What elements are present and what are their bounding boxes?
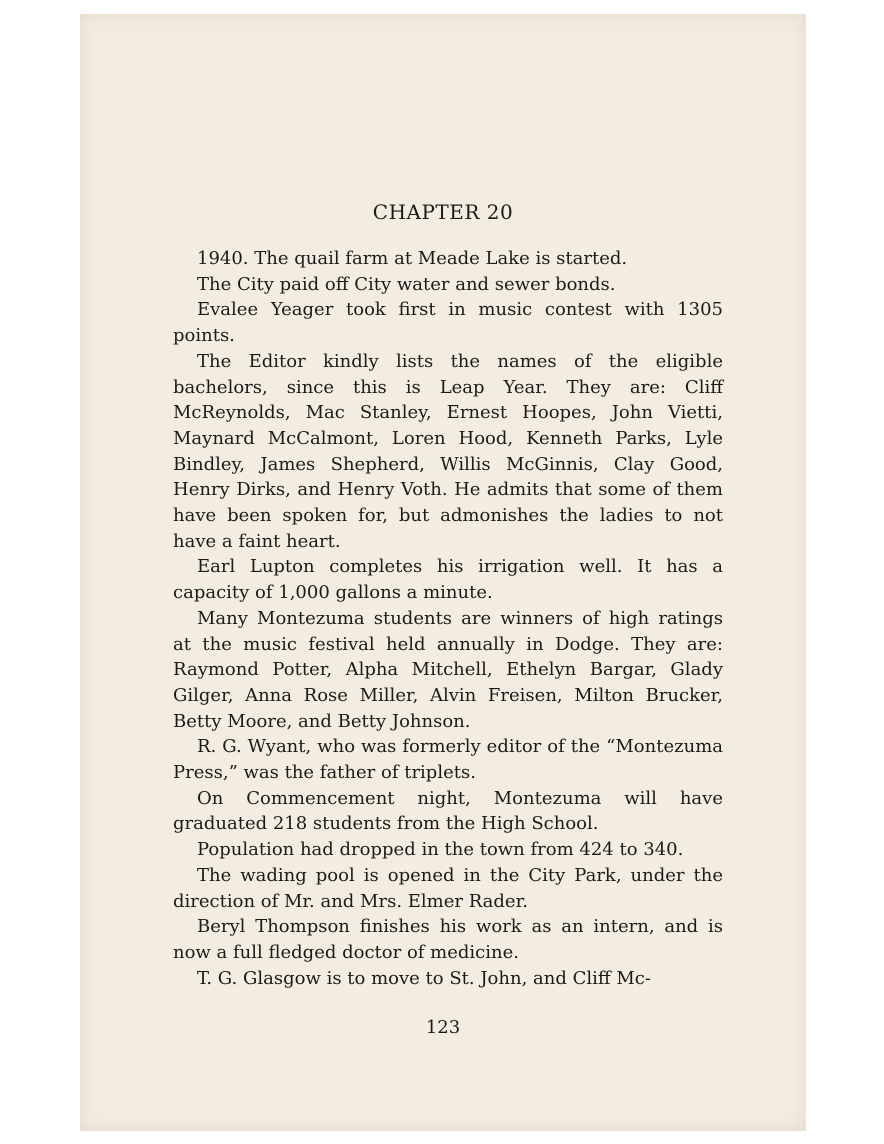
paragraph: The Editor kindly lists the names of the eligible bachelors, since this is Leap Year. They are: Cliff McReynolds, Mac Stanley, Ernest Hoopes, John Vietti, Maynard McCalmont, Loren Hood, Kenneth Parks, Lyle Bindley, James Shepherd, Willis McGinnis, Clay Good, Henry Dirks, and Henry Voth. He admits that some of them have been spoken for, but admonishes the ladies to not have a faint heart.: [173, 350, 723, 552]
paragraph: Population had dropped in the town from 424 to 340.: [197, 839, 684, 861]
chapter-title: CHAPTER 20: [372, 200, 514, 224]
paragraph: T. G. Glasgow is to move to St. John, and Cliff Mc-: [197, 967, 651, 989]
body-text: [173, 246, 723, 991]
paragraph: 1940. The quail farm at Meade Lake is started.: [197, 248, 628, 269]
paragraph: Many Montezuma students are winners of high ratings at the music festival held annually in Dodge. They are: Raymond Potter, Alpha Mitchell, Ethelyn Bargar, Glady Gilger, Anna Rose Miller, Alvin Freisen, Milton Brucker, Betty Moore, and Betty Johnson.: [173, 607, 723, 732]
paragraph: R. G. Wyant, who was formerly editor of the “Montezuma Press,” was the father of triplets.: [173, 736, 723, 784]
paragraph: Earl Lupton completes his irrigation well. It has a capacity of 1,000 gallons a minute.: [173, 556, 723, 604]
paragraph: Beryl Thompson finishes his work as an intern, and is now a full fledged doctor of medicine.: [173, 916, 723, 963]
paragraph: The City paid off City water and sewer bonds.: [197, 273, 616, 295]
paragraph: Evalee Yeager took first in music contest with 1305 points.: [173, 299, 723, 347]
paragraph: The wading pool is opened in the City Park, under the direction of Mr. and Mrs. Elmer Rader.: [173, 864, 723, 912]
page-number: 123: [425, 1017, 461, 1038]
book-page: [80, 14, 806, 1131]
paragraph: On Commencement night, Montezuma will have graduated 218 students from the High School.: [173, 787, 723, 835]
